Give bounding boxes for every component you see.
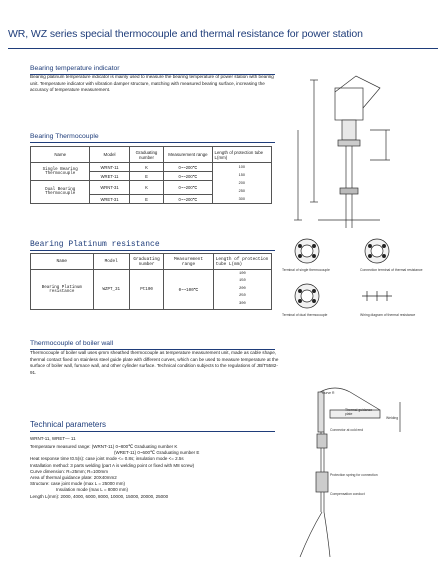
table-cell: K bbox=[129, 163, 164, 172]
col-header-name: Name bbox=[31, 254, 94, 270]
param-line: Heat response time t0.5(s): case joint mode <= 0.8s; insulation mode <= 2.5s bbox=[30, 456, 184, 462]
param-line: Area of thermal guidance plate: 20X40mm2 bbox=[30, 475, 117, 481]
tech-params-model: WRNT-11, WRET— 11 bbox=[30, 436, 76, 441]
bearing-platinum-rule bbox=[30, 250, 275, 251]
boiler-wall-text: Thermocouple of boiler wall uses φmm sheathed thermocouple as temperature measurement unit, made as cable shape, thermal contact fixed on stainless steel guide plate with different curves, which can be used to measure temperature at the surface of boiler wall, furnace wall, and other cylinder surface. Technical condition subjects to the regulations of JB/T5582-91. bbox=[30, 350, 279, 375]
table-cell: K bbox=[129, 181, 164, 195]
col-header-length: Length of protection tube L(mm) bbox=[213, 254, 271, 270]
terminal-caption: Terminal of dual thermocouple bbox=[282, 313, 328, 317]
col-header-range: Measurement range bbox=[164, 147, 212, 163]
col-header-name: Name bbox=[31, 147, 90, 163]
bearing-sensor-drawing bbox=[290, 70, 440, 235]
table-cell: Bearing Platinum resistance bbox=[31, 270, 94, 310]
terminal-caption: Terminal of single thermocouple bbox=[282, 268, 330, 272]
length-value: 100 bbox=[238, 165, 245, 169]
bearing-thermocouple-table bbox=[30, 146, 272, 204]
tech-params-list bbox=[30, 444, 290, 500]
boiler-wall-heading: Thermocouple of boiler wall bbox=[30, 340, 114, 347]
diagram-label: Thermal guidance plate bbox=[345, 408, 373, 416]
group-name: Dual Bearing Thermocouple bbox=[31, 181, 90, 204]
diagram-label: Welding bbox=[386, 416, 399, 420]
col-header-length: Length of protection tube L(mm) bbox=[212, 147, 271, 163]
diagram-label: Compensation conduct bbox=[330, 492, 365, 496]
length-value: 200 bbox=[238, 286, 246, 291]
table-cell: WZPT_31 bbox=[93, 270, 129, 310]
param-line: Installation method: 3 parts welding (part A is welding point or fixed with M8 screw) bbox=[30, 462, 195, 468]
col-header-graduating: Graduating number bbox=[129, 254, 163, 270]
length-value: 300 bbox=[238, 197, 245, 201]
length-value: 250 bbox=[238, 189, 245, 193]
param-line: Insulation mode (max L = 8000 mm) bbox=[56, 487, 128, 493]
length-value: 200 bbox=[238, 181, 245, 185]
diagram-label: Protection spring for connection bbox=[330, 473, 378, 477]
col-header-model: Model bbox=[93, 254, 129, 270]
length-value: 250 bbox=[238, 294, 246, 299]
length-value: 100 bbox=[238, 271, 246, 276]
bearing-indicator-text: Bearing platinum temperature indicator is mainly used to measure the bearing temperature of power station with bearing unit. Temperature indicator with vibration damper structure, matching with measured bearing surface, increasing the accuracy of temperature measurement. bbox=[30, 74, 274, 93]
table-cell: WRNT-11 bbox=[90, 163, 129, 172]
table-cell: 0~~200℃ bbox=[164, 195, 212, 204]
tech-params-rule bbox=[30, 431, 275, 432]
param-line: (WRET-11) 0~600℃ Graduating number E bbox=[114, 450, 200, 456]
table-cell: WRET-11 bbox=[90, 172, 129, 181]
terminal-diagrams bbox=[282, 236, 442, 336]
table-cell: 0~~100℃ bbox=[164, 270, 213, 310]
bearing-indicator-heading: Bearing temperature indicator bbox=[30, 65, 120, 72]
length-cell bbox=[212, 163, 271, 204]
terminal-caption: Wiring diagram of thermal resistance bbox=[360, 313, 416, 317]
diagram-label: Curve R bbox=[322, 391, 335, 395]
table-cell: Pt100 bbox=[129, 270, 163, 310]
title-divider bbox=[8, 48, 438, 49]
bearing-thermocouple-heading: Bearing Thermocouple bbox=[30, 133, 99, 140]
table-cell: E bbox=[129, 195, 164, 204]
table-cell: 0~~200℃ bbox=[164, 172, 212, 181]
page-title: WR, WZ series special thermocouple and thermal resistance for power station bbox=[8, 28, 363, 40]
bearing-platinum-table bbox=[30, 253, 272, 310]
col-header-range: Measurement range bbox=[164, 254, 213, 270]
terminal-caption: Connection terminal of thermal resistance bbox=[360, 268, 423, 272]
bearing-platinum-heading: Bearing Platinum resistance bbox=[30, 240, 160, 249]
tech-params-heading: Technical parameters bbox=[30, 420, 107, 429]
param-line: Structure: case joint mode (max L = 25000 mm) bbox=[30, 481, 125, 487]
length-value: 150 bbox=[238, 173, 245, 177]
boiler-wall-drawing bbox=[290, 372, 440, 572]
table-cell: 0~~200℃ bbox=[164, 181, 212, 195]
length-cell bbox=[213, 270, 271, 310]
param-line: Curve dimension: R=25mm; R=100mm bbox=[30, 468, 109, 474]
col-header-model: Model bbox=[90, 147, 129, 163]
group-name: Single Bearing Thermocouple bbox=[31, 163, 90, 181]
col-header-graduating: Graduating number bbox=[129, 147, 164, 163]
table-cell: E bbox=[129, 172, 164, 181]
param-line: Temperature measured range: (WRNT-11) 0~800℃ Graduating number K bbox=[30, 444, 178, 449]
diagram-label: Connector at cold end bbox=[330, 428, 364, 432]
length-value: 300 bbox=[238, 301, 246, 306]
table-cell: WRET-31 bbox=[90, 195, 129, 204]
param-line: Length L(mm): 2000, 4000, 6000, 8000, 10000, 15000, 20000, 25000 bbox=[30, 493, 169, 499]
table-cell: WRNT-31 bbox=[90, 181, 129, 195]
bearing-thermocouple-rule bbox=[30, 142, 275, 143]
table-cell: 0~~200℃ bbox=[164, 163, 212, 172]
length-value: 150 bbox=[238, 279, 246, 284]
